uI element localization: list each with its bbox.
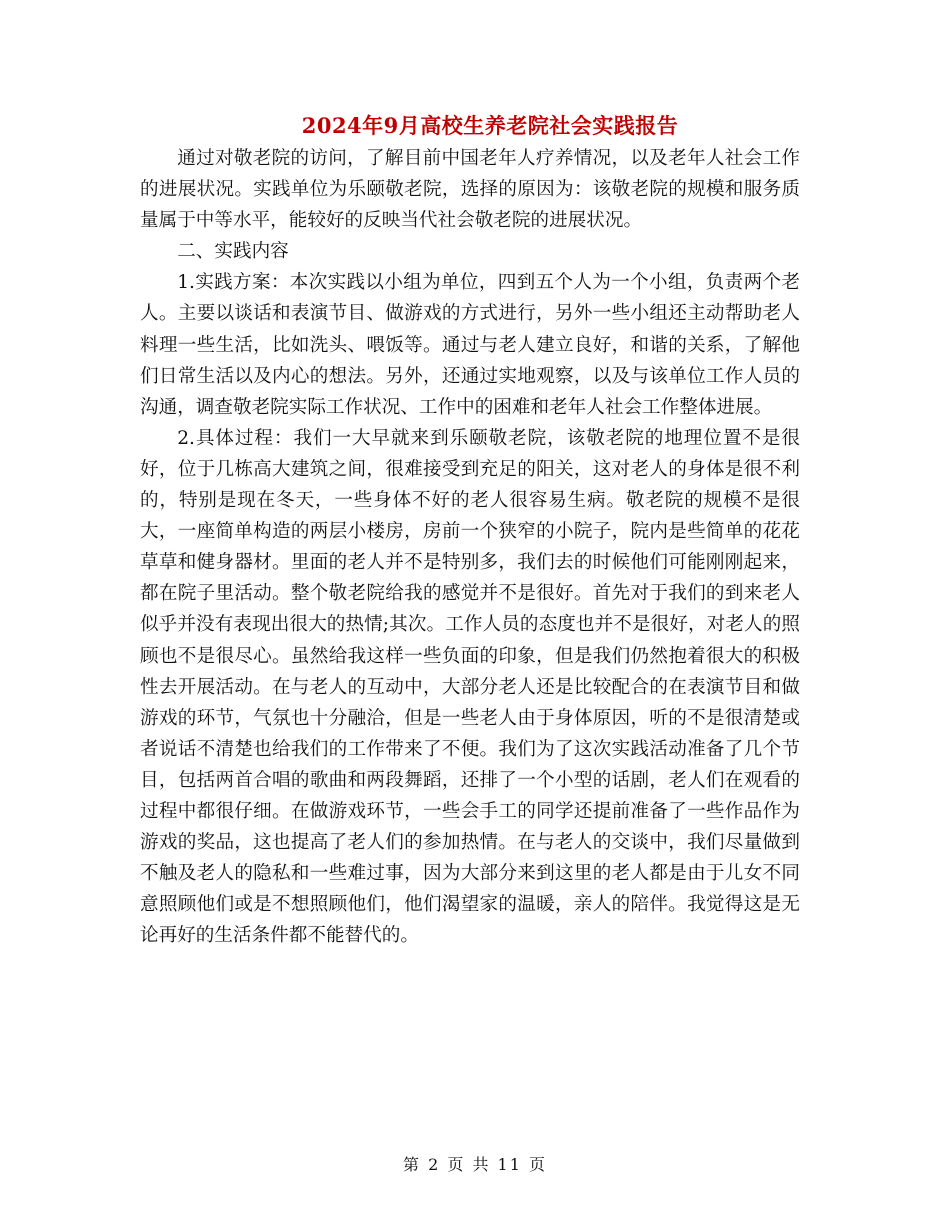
paragraph-practice-plan: 1.实践方案：本次实践以小组为单位，四到五个人为一个小组，负责两个老人。主要以谈话和表演节目、做游戏的方式进行，另外一些小组还主动帮助老人料理一些生活，比如洗头、喂饭等。通过与老人建立良好，和谐的关系，了解他们日常生活以及内心的想法。另外，还通过实地观察，以及与该单位工作人员的沟通，调查敬老院实际工作状况、工作中的困难和老年人社会工作整体进展。: [140, 272, 800, 418]
paragraph-specific-process: 2.具体过程：我们一大早就来到乐颐敬老院，该敬老院的地理位置不是很好，位于几栋高大建筑之间，很难接受到充足的阳关，这对老人的身体是很不利的，特别是现在冬天，一些身体不好的老人很容易生病。敬老院的规模不是很大，一座简单构造的两层小楼房，房前一个狭窄的小院子，院内是些简单的花花草草和健身器材。里面的老人并不是特别多，我们去的时候他们可能刚刚起来，都在院子里活动。整个敬老院给我的感觉并不是很好。首先对于我们的到来老人似乎并没有表现出很大的热情;其次。工作人员的态度也并不是很好，对老人的照顾也不是很尽心。虽然给我这样一些负面的印象，但是我们仍然抱着很大的积极性去开展活动。在与老人的互动中，大部分老人还是比较配合的在表演节目和做游戏的环节，气氛也十分融洽，但是一些老人由于身体原因，听的不是很清楚或者说话不清楚也给我们的工作带来了不便。我们为了这次实践活动准备了几个节目，包括两首合唱的歌曲和两段舞蹈，还排了一个小型的话剧，老人们在观看的过程中都很仔细。在做游戏环节，一些会手工的同学还提前准备了一些作品作为游戏的奖品，这也提高了老人们的参加热情。在与老人的交谈中，我们尽量做到不触及老人的隐私和一些难过事，因为大部分来到这里的老人都是由于儿女不同意照顾他们或是不想照顾他们，他们渴望家的温暖，亲人的陪伴。我觉得这是无论再好的生活条件都不能替代的。: [140, 427, 800, 947]
paragraph-intro: 通过对敬老院的访问，了解目前中国老年人疗养情况，以及老年人社会工作的进展状况。实践单位为乐颐敬老院，选择的原因为：该敬老院的规模和服务质量属于中等水平，能较好的反映当代社会敬老院的进展状况。: [140, 148, 800, 232]
page-number-footer: 第 2 页 共 11 页: [403, 1155, 547, 1174]
document-title: 2024年9月高校生养老院社会实践报告: [301, 113, 679, 138]
section-heading-practice-content: 二、实践内容: [177, 241, 289, 263]
document-body: [140, 143, 800, 951]
